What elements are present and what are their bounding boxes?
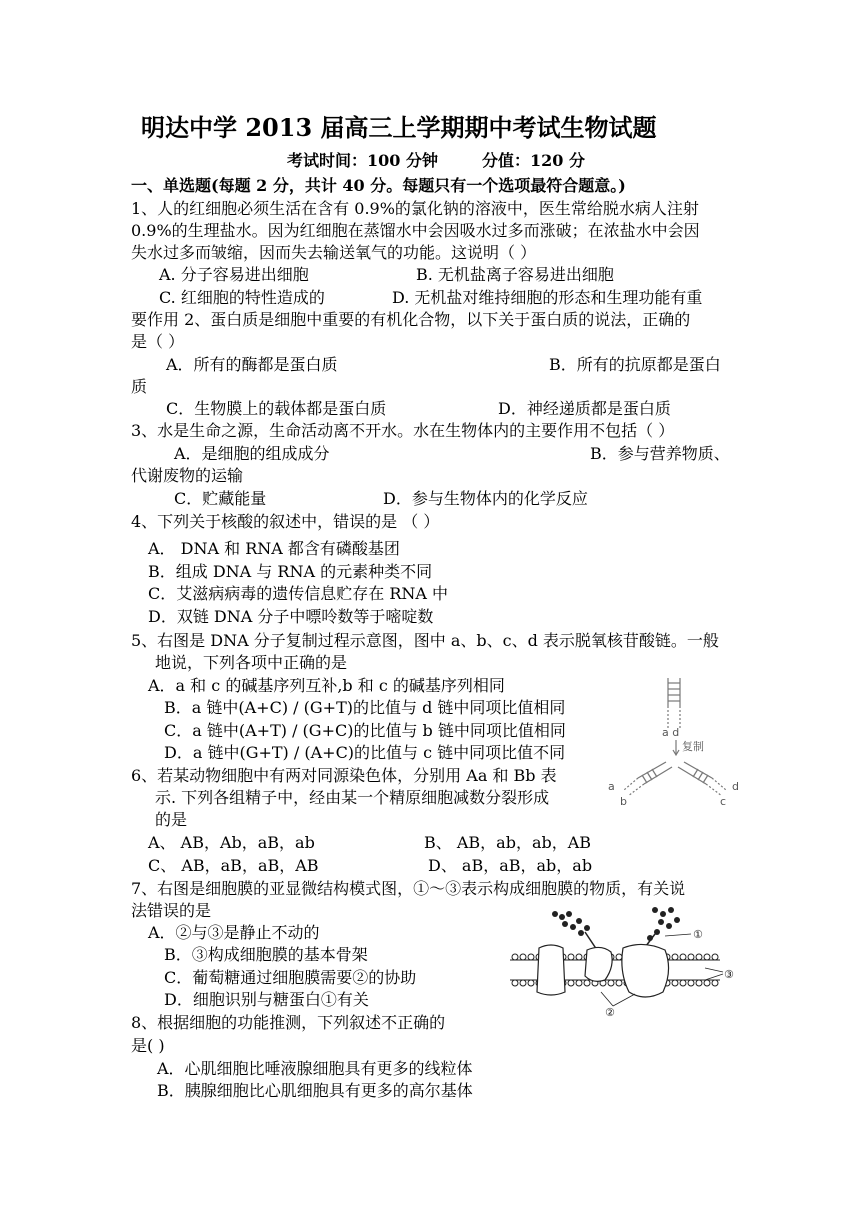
membrane-label-2: ②: [605, 1006, 615, 1019]
question-6-line-1: 6、若某动物细胞中有两对同源染色体，分别用 Aa 和 Bb 表: [131, 766, 557, 785]
question-7-option-b: B．③构成细胞膜的基本骨架: [164, 945, 368, 964]
question-3-option-c: C．贮藏能量: [174, 489, 267, 508]
question-1-option-d: D. 无机盐对维持细胞的形态和生理功能有重: [392, 288, 703, 307]
question-6-line-3: 的是: [155, 810, 188, 829]
dna-label-b: b: [620, 795, 627, 808]
question-7-line-1: 7、右图是细胞膜的亚显微结构模式图，①～③表示构成细胞膜的物质，有关说: [131, 879, 686, 898]
question-3-option-b-cont: 代谢废物的运输: [131, 466, 244, 485]
question-5-option-a: A．a 和 c 的碱基序列互补,b 和 c 的碱基序列相同: [148, 676, 505, 695]
question-5-option-d: D．a 链中(G+T) / (A+C)的比值与 c 链中同项比值不同: [164, 743, 566, 762]
question-1-option-a: A. 分子容易进出细胞: [159, 265, 309, 284]
question-4-option-a: A． DNA 和 RNA 都含有磷酸基团: [148, 539, 400, 558]
exam-score: 分值：120 分: [482, 151, 585, 170]
question-6-option-d: D、 aB，aB，ab，ab: [428, 856, 593, 875]
question-3-option-b: B．参与营养物质、: [590, 444, 730, 463]
question-2-line-1: 要作用 2、蛋白质是细胞中重要的有机化合物，以下关于蛋白质的说法，正确的: [131, 310, 691, 329]
question-5-option-c: C．a 链中(A+T) / (G+C)的比值与 b 链中同项比值相同: [164, 721, 566, 740]
question-6-option-a: A、 AB，Ab，aB，ab: [148, 833, 315, 852]
cell-membrane-figure: [505, 900, 745, 1020]
exam-time: 考试时间：100 分钟: [287, 151, 438, 170]
dna-label-d: d: [732, 780, 739, 793]
membrane-label-3: ③: [724, 968, 734, 981]
question-6-option-b: B、 AB，ab，ab，AB: [424, 833, 592, 852]
question-2-option-d: D．神经递质都是蛋白质: [498, 399, 671, 418]
question-7-line-2: 法错误的是: [131, 901, 212, 920]
question-8-option-b: B．胰腺细胞比心肌细胞具有更多的高尔基体: [157, 1081, 473, 1100]
question-1-option-b: B. 无机盐离子容易进出细胞: [416, 265, 614, 284]
question-4-option-d: D．双链 DNA 分子中嘌呤数等于嘧啶数: [148, 607, 434, 626]
question-3-line-1: 3、水是生命之源，生命活动离不开水。水在生物体内的主要作用不包括（ ）: [131, 421, 675, 440]
question-5-line-2: 地说，下列各项中正确的是: [155, 653, 348, 672]
question-2-option-b: B．所有的抗原都是蛋白: [549, 355, 721, 374]
question-1-line-2: 0.9%的生理盐水。因为红细胞在蒸馏水中会因吸水过多而涨破；在浓盐水中会因: [131, 221, 700, 240]
question-5-option-b: B．a 链中(A+C) / (G+T)的比值与 d 链中同项比值相同: [164, 698, 566, 717]
question-7-option-c: C．葡萄糖通过细胞膜需要②的协助: [164, 968, 417, 987]
question-7-option-d: D．细胞识别与糖蛋白①有关: [164, 990, 369, 1009]
question-7-option-a: A．②与③是静止不动的: [148, 923, 320, 942]
question-4-option-b: B．组成 DNA 与 RNA 的元素种类不同: [148, 562, 433, 581]
question-8-option-a: A．心肌细胞比唾液腺细胞具有更多的线粒体: [157, 1059, 473, 1078]
question-3-option-a: A．是细胞的组成成分: [174, 444, 330, 463]
dna-label-ad: a d: [662, 726, 680, 739]
question-8-line-2: 是( ): [131, 1036, 165, 1055]
page-title: 明达中学 2013 届高三上学期期中考试生物试题: [141, 113, 657, 142]
question-3-option-d: D．参与生物体内的化学反应: [383, 489, 588, 508]
membrane-label-1: ①: [693, 928, 703, 941]
question-4-line-1: 4、下列关于核酸的叙述中，错误的是 （ ）: [131, 512, 440, 531]
dna-label-c: c: [720, 795, 727, 808]
question-2-option-c: C．生物膜上的载体都是蛋白质: [166, 399, 387, 418]
question-1-option-c: C. 红细胞的特性造成的: [159, 288, 325, 307]
question-8-line-1: 8、根据细胞的功能推测，下列叙述不正确的: [131, 1013, 446, 1032]
question-1-line-3: 失水过多而皱缩，因而失去输送氧气的功能。这说明（ ）: [131, 243, 537, 262]
question-2-line-2: 是（ ）: [131, 332, 185, 351]
dna-label-a: a: [608, 780, 615, 793]
question-6-line-2: 示. 下列各组精子中，经由某一个精原细胞减数分裂形成: [155, 788, 550, 807]
question-6-option-c: C、 AB，aB，aB，AB: [148, 856, 319, 875]
question-2-option-b-cont: 质: [131, 377, 148, 396]
dna-replication-figure: [600, 670, 750, 810]
section-heading: 一、单选题(每题 2 分，共计 40 分。每题只有一个选项最符合题意。): [131, 176, 626, 195]
question-4-option-c: C．艾滋病病毒的遗传信息贮存在 RNA 中: [148, 584, 449, 603]
question-2-option-a: A．所有的酶都是蛋白质: [166, 355, 338, 374]
question-1-line-1: 1、人的红细胞必须生活在含有 0.9%的氯化钠的溶液中，医生常给脱水病人注射: [131, 199, 699, 218]
dna-label-copy: 复制: [682, 740, 704, 753]
question-5-line-1: 5、右图是 DNA 分子复制过程示意图，图中 a、b、c、d 表示脱氧核苷酸链。一般: [131, 631, 719, 650]
